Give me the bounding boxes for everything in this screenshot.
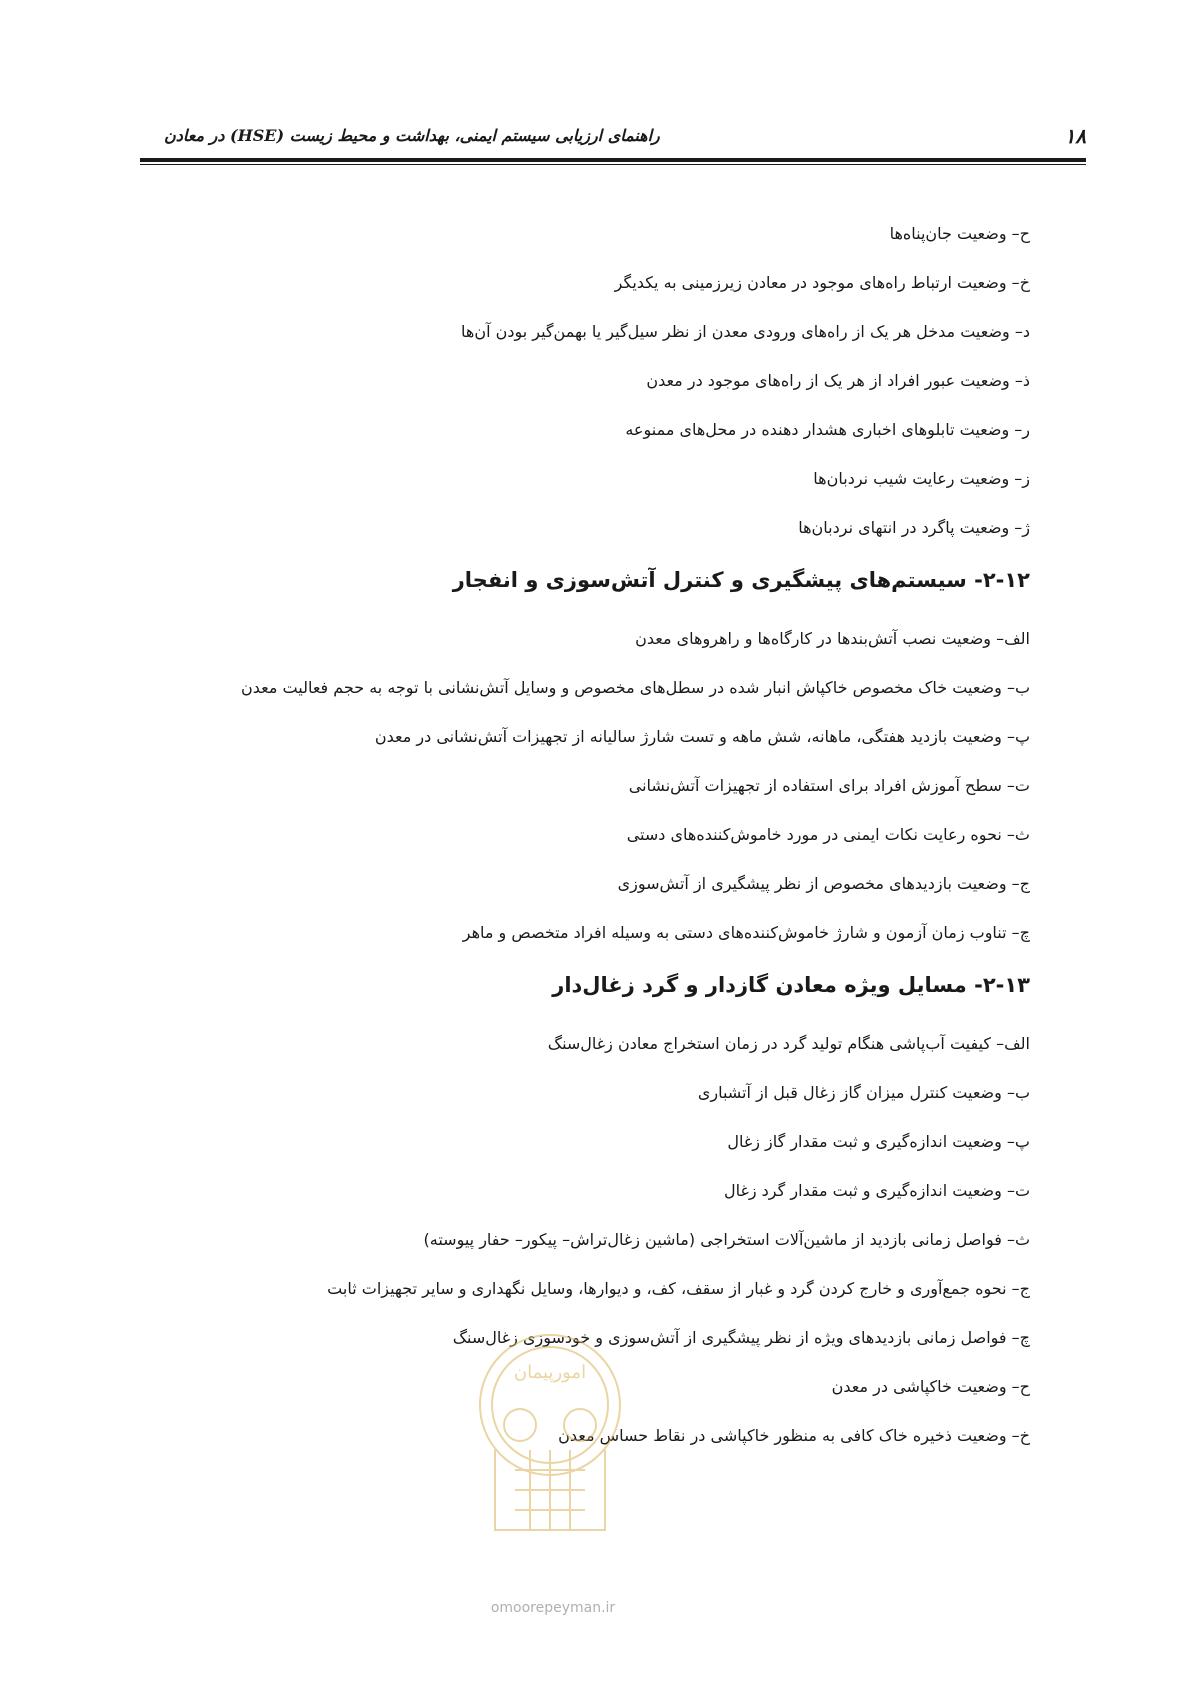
list-item: ت– سطح آموزش افراد برای استفاده از تجهیزات آتش‌نشانی: [628, 776, 1030, 795]
list-item: الف– وضعیت نصب آتش‌بندها در کارگاه‌ها و راهروهای معدن: [635, 629, 1030, 648]
list-item: ح– وضعیت خاکپاشی در معدن: [831, 1377, 1030, 1396]
list-item: ث– فواصل زمانی بازدید از ماشین‌آلات استخراجی (ماشین زغال‌تراش– پیکور– حفار پیوسته): [423, 1230, 1030, 1249]
list-item: پ– وضعیت اندازه‌گیری و ثبت مقدار گاز زغال: [727, 1132, 1030, 1151]
list-item: د– وضعیت مدخل هر یک از راه‌های ورودی معدن از نظر سیل‌گیر یا بهمن‌گیر بودن آن‌ها: [461, 322, 1030, 341]
list-item: ز– وضعیت رعایت شیب نردبان‌ها: [813, 469, 1030, 488]
header-rule-thick: [140, 158, 1086, 162]
list-item: ت– وضعیت اندازه‌گیری و ثبت مقدار گرد زغال: [724, 1181, 1030, 1200]
section-12-list: [150, 627, 1030, 945]
list-item: ب– وضعیت کنترل میزان گاز زغال قبل از آتشباری: [697, 1083, 1030, 1102]
watermark-url: omoorepeyman.ir: [490, 1600, 616, 1616]
list-item: ذ– وضعیت عبور افراد از هر یک از راه‌های موجود در معدن: [646, 371, 1030, 390]
list-item: پ– وضعیت بازدید هفتگی، ماهانه، شش ماهه و تست شارژ سالیانه از تجهیزات آتش‌نشانی در معدن: [374, 727, 1030, 746]
list-item: ث– نحوه رعایت نکات ایمنی در مورد خاموش‌کننده‌های دستی: [626, 825, 1030, 844]
page-body: [150, 222, 1030, 1473]
watermark-logo-text: امورپیمان: [513, 1362, 587, 1383]
watermark-logo-icon: [475, 1330, 625, 1545]
list-item: ب– وضعیت خاک مخصوص خاکپاش انبار شده در سطل‌های مخصوص و وسایل آتش‌نشانی با توجه به حجم فعالیت معدن: [241, 678, 1030, 697]
list-item: ر– وضعیت تابلوهای اخباری هشدار دهنده در محل‌های ممنوعه: [625, 420, 1030, 439]
running-title: راهنمای ارزیابی سیستم ایمنی، بهداشت و محیط زیست (HSE) در معادن: [164, 126, 660, 145]
list-item: چ– تناوب زمان آزمون و شارژ خاموش‌کننده‌های دستی به وسیله افراد متخصص و ماهر: [462, 923, 1030, 942]
list-item: خ– وضعیت ذخیره خاک کافی به منظور خاکپاشی در نقاط حساس معدن: [558, 1426, 1030, 1445]
section-heading-12: ۲-۱۲- سیستم‌های پیشگیری و کنترل آتش‌سوزی و انفجار: [452, 568, 1030, 592]
list-item: چ– فواصل زمانی بازدیدهای ویژه از نظر پیشگیری از آتش‌سوزی و خودسوزی زغال‌سنگ: [452, 1328, 1030, 1347]
list-item: ج– وضعیت بازدیدهای مخصوص از نظر پیشگیری از آتش‌سوزی: [617, 874, 1030, 893]
page-number: ۱۸: [1064, 124, 1086, 148]
list-item: ج– نحوه جمع‌آوری و خارج کردن گرد و غبار از سقف، کف، و دیوارها، وسایل نگهداری و سایر تجهیزات ثابت: [327, 1279, 1030, 1298]
list-item: الف– کیفیت آب‌پاشی هنگام تولید گرد در زمان استخراج معادن زغال‌سنگ: [547, 1034, 1030, 1053]
list-item: ژ– وضعیت پاگرد در انتهای نردبان‌ها: [798, 518, 1030, 537]
continued-list: [150, 222, 1030, 540]
section-heading-13: ۲-۱۳- مسایل ویژه معادن گازدار و گرد زغال‌دار: [552, 973, 1030, 997]
header-rule-thin: [140, 164, 1086, 165]
list-item: ح– وضعیت جان‌پناه‌ها: [889, 224, 1030, 243]
list-item: خ– وضعیت ارتباط راه‌های موجود در معادن زیرزمینی به یکدیگر: [614, 273, 1030, 292]
page-header: [140, 118, 1086, 162]
